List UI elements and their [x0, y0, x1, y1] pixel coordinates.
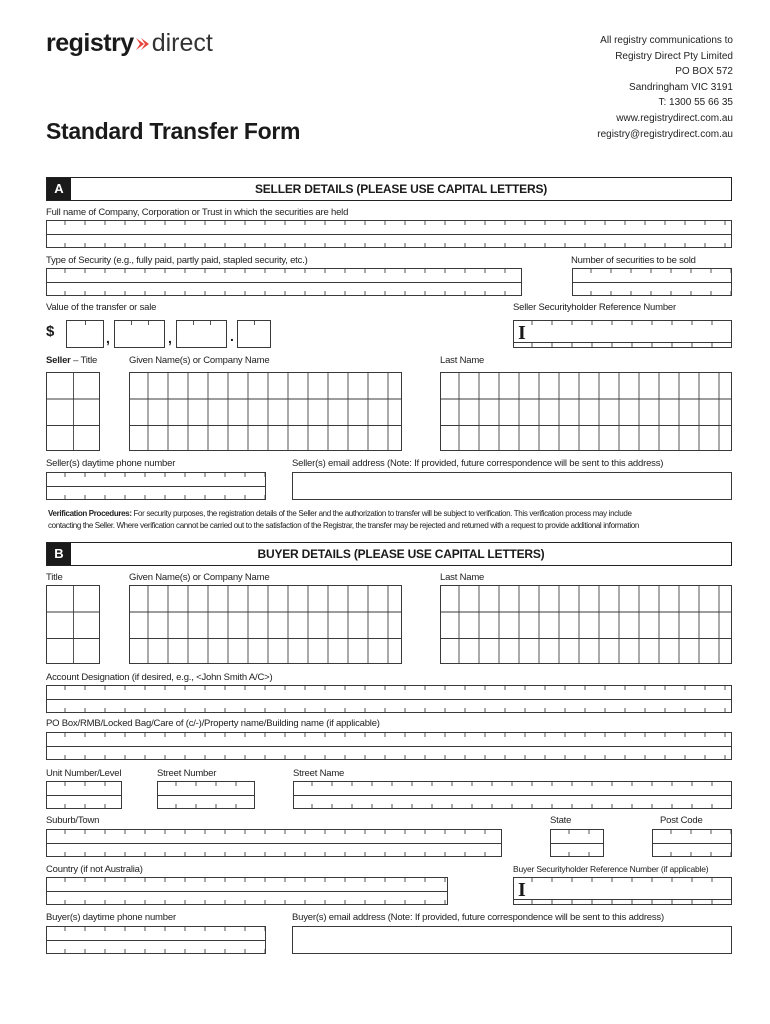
buyer-phone-label: Buyer(s) daytime phone number: [46, 912, 176, 923]
seller-title-field[interactable]: [46, 372, 100, 451]
seller-title-label: [46, 355, 97, 366]
value-units[interactable]: [176, 320, 227, 348]
street-number-label: Street Number: [157, 768, 217, 779]
seller-title-suffix: – Title: [70, 355, 98, 366]
seller-last-name-field[interactable]: [440, 372, 732, 451]
state-field[interactable]: [550, 829, 604, 857]
unit-label: Unit Number/Level: [46, 768, 122, 779]
designation-field[interactable]: [46, 685, 732, 713]
buyer-email-field[interactable]: [292, 926, 732, 954]
verification-line-2: contacting the Seller. Where verification cannot be carried out to the satisfaction of the Registrar, the transfer may be rejected and returned with a request to provide additional information: [48, 521, 639, 530]
security-type-field[interactable]: [46, 268, 522, 296]
buyer-given-label: Given Name(s) or Company Name: [129, 572, 270, 583]
seller-srn-prefix: I: [518, 322, 526, 344]
seller-email-field[interactable]: [292, 472, 732, 500]
logo-text-registry: registry: [46, 29, 134, 57]
suburb-label: Suburb/Town: [46, 815, 100, 826]
contact-block: [597, 33, 733, 142]
contact-line-intro: All registry communications to: [600, 35, 733, 46]
seller-email-label: Seller(s) email address (Note: If provided, future correspondence will be sent to this address): [292, 458, 664, 469]
suburb-field[interactable]: [46, 829, 502, 857]
state-label: State: [550, 815, 572, 826]
buyer-last-label: Last Name: [440, 572, 485, 583]
value-cents[interactable]: [237, 320, 271, 348]
number-securities-label: Number of securities to be sold: [571, 255, 696, 266]
buyer-email-label: Buyer(s) email address (Note: If provided, future correspondence will be sent to this address): [292, 912, 664, 923]
seller-last-label: Last Name: [440, 355, 485, 366]
buyer-title-label: Title: [46, 572, 63, 583]
value-thousands[interactable]: [114, 320, 165, 348]
security-type-label: Type of Security (e.g., fully paid, partly paid, stapled security, etc.): [46, 255, 308, 266]
registry-direct-logo: [46, 28, 213, 58]
po-box-label: PO Box/RMB/Locked Bag/Care of (c/-)/Property name/Building name (if applicable): [46, 718, 380, 729]
section-b-title: BUYER DETAILS (PLEASE USE CAPITAL LETTERS): [257, 547, 545, 561]
contact-line-email: registry@registrydirect.com.au: [597, 128, 733, 140]
contact-line-suburb: Sandringham VIC 3191: [629, 81, 733, 93]
number-securities-field[interactable]: [572, 268, 732, 296]
contact-line-website: www.registrydirect.com.au: [616, 112, 733, 124]
logo-text-direct: direct: [151, 29, 213, 57]
buyer-title-field[interactable]: [46, 585, 100, 664]
street-name-label: Street Name: [293, 768, 345, 779]
postcode-field[interactable]: [652, 829, 732, 857]
section-b-letter: B: [47, 543, 71, 565]
value-thousands-millions[interactable]: [66, 320, 104, 348]
buyer-given-name-field[interactable]: [129, 585, 402, 664]
contact-line-pobox: PO BOX 572: [675, 66, 733, 78]
postcode-label: Post Code: [660, 815, 703, 826]
value-comma-2: ,: [168, 330, 172, 346]
section-a-letter: A: [47, 178, 71, 200]
seller-srn-field[interactable]: [513, 320, 732, 348]
country-label: Country (if not Australia): [46, 864, 143, 875]
logo-chevron-icon: [135, 36, 151, 52]
buyer-phone-field[interactable]: [46, 926, 266, 954]
contact-line-phone: T: 1300 55 66 35: [658, 97, 733, 109]
section-b-header: [46, 542, 732, 566]
buyer-srn-label: Buyer Securityholder Reference Number (if applicable): [513, 864, 709, 874]
section-a-title: SELLER DETAILS (PLEASE USE CAPITAL LETTERS): [254, 182, 548, 196]
full-name-label: Full name of Company, Corporation or Trust in which the securities are held: [46, 207, 349, 218]
value-decimal: .: [230, 328, 234, 344]
seller-phone-field[interactable]: [46, 472, 266, 500]
verification-line-1: [48, 508, 738, 520]
buyer-srn-field[interactable]: [513, 877, 732, 905]
seller-given-label: Given Name(s) or Company Name: [129, 355, 270, 366]
designation-label: Account Designation (if desired, e.g., <John Smith A/C>): [46, 672, 273, 683]
verification-bold: Verification Procedures:: [48, 509, 132, 518]
street-name-field[interactable]: [293, 781, 732, 809]
po-box-field[interactable]: [46, 732, 732, 760]
country-field[interactable]: [46, 877, 448, 905]
buyer-last-name-field[interactable]: [440, 585, 732, 664]
seller-srn-label: Seller Securityholder Reference Number: [513, 302, 676, 313]
value-label: Value of the transfer or sale: [46, 302, 157, 313]
company-name-field[interactable]: [46, 220, 732, 248]
verification-text: For security purposes, the registration details of the Seller and the authorization to transfer will be subject to verification. This verification process may include: [131, 509, 632, 518]
buyer-srn-prefix: I: [518, 879, 526, 901]
seller-title-bold: Seller: [46, 355, 71, 366]
seller-phone-label: Seller(s) daytime phone number: [46, 458, 176, 469]
contact-line-company: Registry Direct Pty Limited: [615, 50, 733, 62]
form-title: Standard Transfer Form: [46, 118, 301, 144]
value-comma-1: ,: [106, 330, 110, 346]
section-a-header: [46, 177, 732, 201]
unit-field[interactable]: [46, 781, 122, 809]
seller-given-name-field[interactable]: [129, 372, 402, 451]
currency-symbol: $: [46, 323, 55, 340]
verification-note: [48, 508, 738, 532]
street-number-field[interactable]: [157, 781, 255, 809]
